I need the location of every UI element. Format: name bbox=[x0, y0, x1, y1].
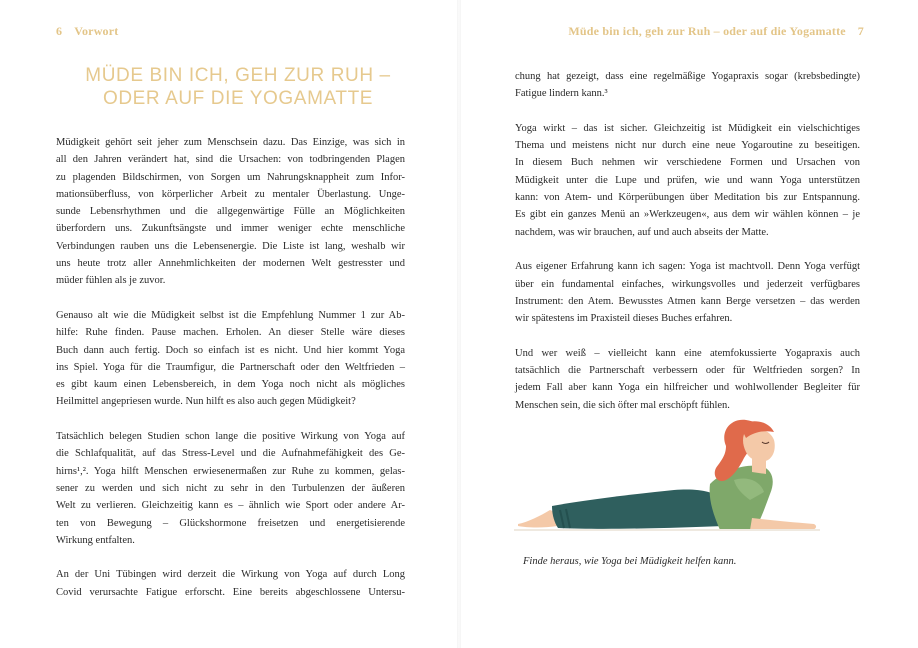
text-line: wir spätestens im Praxisteil dieses Buches erfahren. bbox=[515, 313, 733, 325]
chapter-title-line: MÜDE BIN ICH, GEH ZUR RUH – bbox=[85, 65, 391, 86]
text-line: An der Uni Tübingen wird derzeit die Wirkung von Yoga auf durch Long bbox=[56, 569, 405, 581]
right-running-head bbox=[568, 24, 864, 39]
text-line: die Schlafqualität, auf das Stress-Level und die Aufnahmefähigkeit des Ge- bbox=[56, 448, 405, 460]
text-line: uns heute trotz aller Annehmlichkeiten der modernen Welt gestresster und bbox=[56, 258, 405, 270]
text-line: es gibt kaum einen Lebensbereich, in dem Yoga noch nicht als mögliches bbox=[56, 379, 405, 391]
right-body-text bbox=[515, 68, 860, 414]
text-line: Müdigkeit unter die Lupe und prüfen, wie und wann Yoga unterstützen bbox=[515, 174, 860, 186]
text-line: Es gibt ein ganzes Menü an »Werkzeugen«, aus dem wir wählen können – je bbox=[515, 209, 860, 221]
text-line: müder fühlen als je zuvor. bbox=[56, 275, 166, 287]
text-line: Wirkung entfalten. bbox=[56, 534, 135, 546]
text-line: nachdem, was wir brauchen, auf und auch abseits der Matte. bbox=[515, 226, 769, 238]
text-line: Verbindungen rauben uns die Lebensenergie. Die Liste ist lang, weshalb wir bbox=[56, 240, 405, 252]
text-line: Müdigkeit gehört seit jeher zum Menschsein dazu. Das Einzige, was sich in bbox=[56, 137, 405, 148]
text-line: Heilmittel angepriesen wurde. Nun hilft es also auch gegen Müdigkeit? bbox=[56, 396, 356, 408]
chapter-title bbox=[56, 64, 420, 110]
paragraph bbox=[515, 345, 860, 414]
paragraph bbox=[515, 68, 860, 103]
text-line: Und wer weiß – vielleicht kann eine atemfokussierte Yogapraxis auch bbox=[515, 347, 860, 359]
yoga-illustration bbox=[514, 418, 820, 536]
paragraph bbox=[515, 258, 860, 327]
left-page-number: 6 bbox=[56, 24, 63, 38]
text-line: Welt zu verlieren. Gleichzeitig kann es – ähnlich wie Sport oder andere Ar- bbox=[56, 500, 405, 512]
paragraph bbox=[56, 428, 405, 549]
text-line: zu plagenden Bildschirmen, von Sorgen um Nahrungsknappheit zum Infor- bbox=[56, 171, 405, 183]
text-line: ten von Bewegung – Glückshormone freisetzen und energetisierende bbox=[56, 517, 405, 529]
text-line: Covid verursachte Fatigue erforscht. Eine bereits abgeschlossene Untersu- bbox=[56, 586, 405, 598]
text-line: In diesem Buch nehmen wir verschiedene Formen und Ursachen von bbox=[515, 157, 860, 169]
text-line: über ein fundamental einfaches, wirkungsvolles und jederzeit verfügbares bbox=[515, 278, 860, 290]
left-body-text bbox=[56, 134, 405, 601]
right-page-number: 7 bbox=[857, 24, 864, 38]
text-line: Genauso alt wie die Müdigkeit selbst ist die Empfehlung Nummer 1 zur Ab- bbox=[56, 309, 405, 321]
book-gutter bbox=[457, 0, 461, 648]
text-line: Fatigue lindern kann.³ bbox=[515, 88, 608, 100]
text-line: tatsächlich die Partnerschaft verbessern oder für Weltfrieden sorgen? In bbox=[515, 365, 860, 377]
text-line: jedem Fall aber kann Yoga ein hilfreicher und wohlwollender Begleiter für bbox=[515, 382, 860, 394]
text-line: überfordern uns. Zukunftsängste und immer weniger echte menschliche bbox=[56, 223, 405, 235]
paragraph bbox=[515, 120, 860, 241]
text-line: Instrument: den Atem. Bewusstes Atmen kann Berge versetzen – das werden bbox=[515, 295, 860, 307]
text-line: Thema und meistens nicht nur durch eine neue Yogaroutine zu beseitigen. bbox=[515, 140, 860, 152]
text-line: Tatsächlich belegen Studien schon lange die positive Wirkung von Yoga auf bbox=[56, 431, 405, 443]
text-line: Yoga wirkt – das ist sicher. Gleichzeitig ist Müdigkeit ein vielschichtiges bbox=[515, 122, 860, 134]
text-line: sener zu werden und sich nicht zu sehr in den Turbulenzen der äußeren bbox=[56, 482, 405, 494]
text-line: kann: von Atem- und Körperübungen über Meditation bis zur Entspannung. bbox=[515, 192, 860, 204]
text-line: hilfe: Ruhe finden. Pause machen. Erholen. An dieser Stelle wäre dieses bbox=[56, 327, 405, 339]
text-line: Aus eigener Erfahrung kann ich sagen: Yoga ist machtvoll. Denn Yoga verfügt bbox=[515, 261, 860, 273]
paragraph bbox=[56, 134, 405, 290]
paragraph bbox=[56, 307, 405, 411]
chapter-title-line: ODER AUF DIE YOGAMATTE bbox=[102, 88, 374, 109]
text-line: hirns¹,². Yoga hilft Menschen erwiesenermaßen zur Ruhe zu kommen, gelas- bbox=[56, 465, 405, 477]
text-line: mationsüberfluss, von körperlicher Arbeit zu mentaler Überlastung. Unge- bbox=[56, 188, 405, 200]
left-running-head-text: Vorwort bbox=[74, 24, 119, 38]
text-line: sunde Lebensrhythmen und die allgegenwärtige Fülle an Möglichkeiten bbox=[56, 206, 405, 218]
left-running-head bbox=[56, 24, 118, 39]
sphinx-pose-drawing bbox=[514, 418, 820, 536]
right-running-head-text: Müde bin ich, geh zur Ruh – oder auf die Yogamatte bbox=[568, 24, 846, 38]
figure-caption: Finde heraus, wie Yoga bei Müdigkeit helfen kann. bbox=[523, 556, 737, 567]
text-line: all den Jahren verändert hat, sind die Ursachen: von todbringenden Plagen bbox=[56, 154, 405, 166]
text-line: ins Spiel. Yoga für die Traumfigur, die Partnerschaft oder den Weltfrieden – bbox=[56, 361, 405, 373]
paragraph bbox=[56, 566, 405, 601]
text-line: chung hat gezeigt, dass eine regelmäßige Yogapraxis sogar (krebsbedingte) bbox=[515, 71, 860, 82]
text-line: Buch dann auch fertig. Doch so einfach ist es nicht. Und hier kommt Yoga bbox=[56, 344, 405, 356]
text-line: Menschen sein, die sich öfter mal erschöpft fühlen. bbox=[515, 399, 730, 411]
